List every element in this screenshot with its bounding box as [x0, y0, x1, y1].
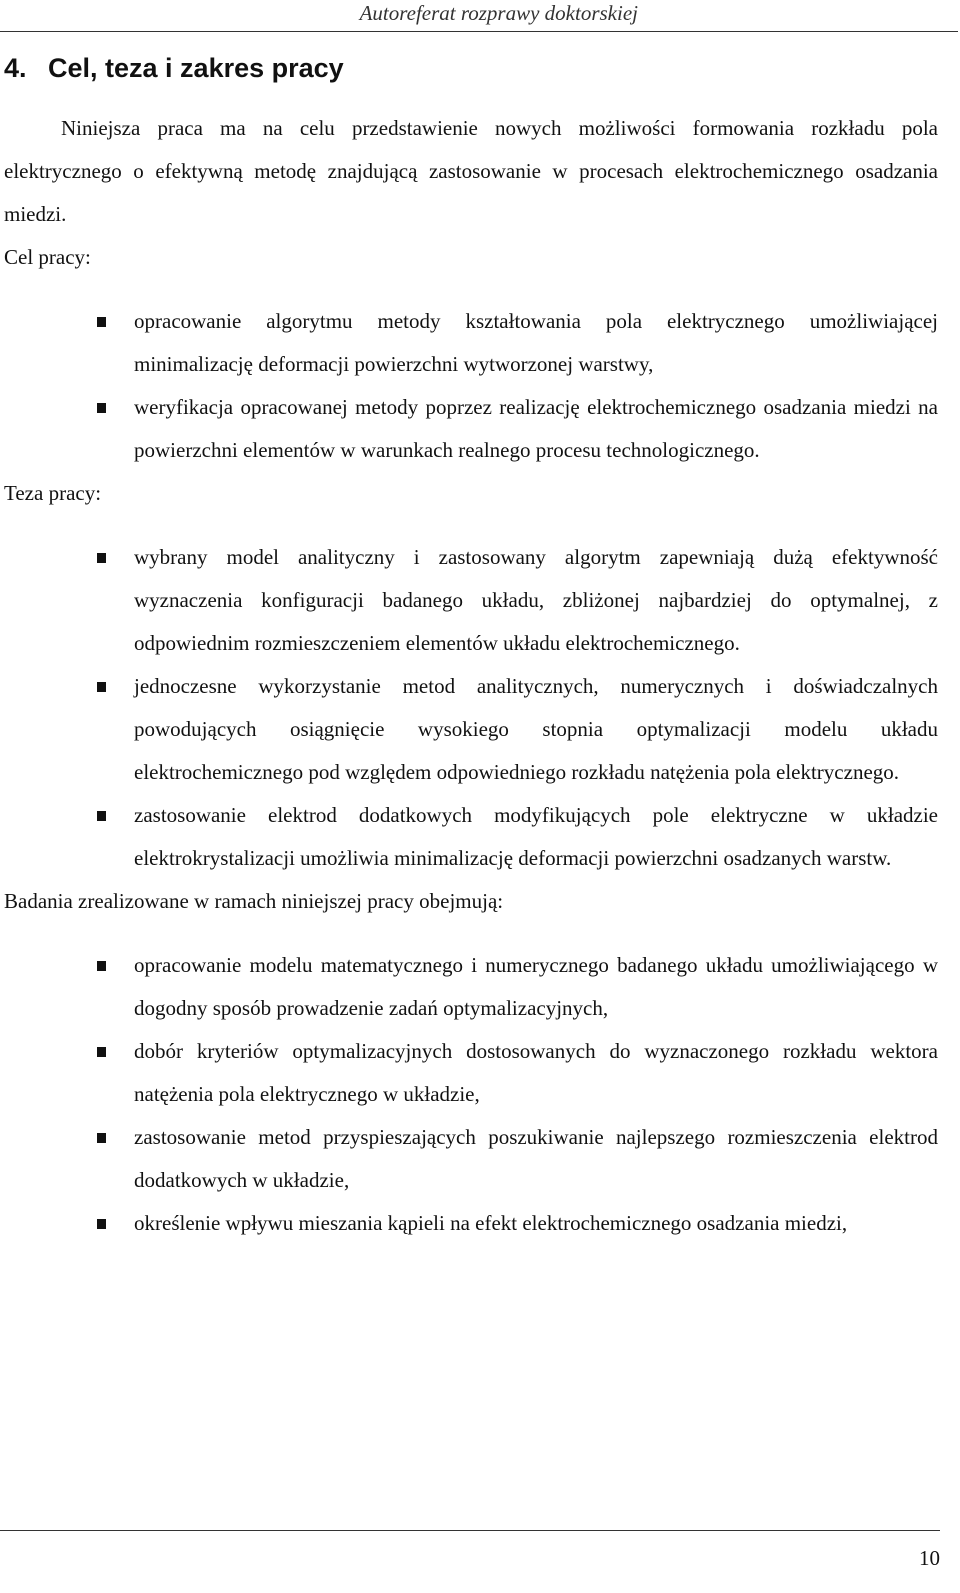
section-number: 4.: [4, 53, 27, 83]
spacer: [4, 279, 938, 300]
square-bullet-icon: [97, 682, 106, 692]
section-title-text: Cel, teza i zakres pracy: [48, 53, 344, 83]
list-item-text: jednoczesne wykorzystanie metod analitycznych, numerycznych i doświadczalnych powodujących osiągnięcie wysokiego stopnia optymalizacji modelu układu elektrochemicznego pod względem odpowiedniego rozkładu natężenia pola elektrycznego.: [134, 674, 938, 784]
list-item: [4, 665, 938, 794]
list-item-text: zastosowanie metod przyspieszających poszukiwanie najlepszego rozmieszczenia elektrod dodatkowych w układzie,: [134, 1125, 938, 1192]
scope-label: Badania zrealizowane w ramach niniejszej pracy obejmują:: [4, 889, 504, 913]
square-bullet-icon: [97, 1219, 106, 1229]
spacer: [4, 923, 938, 944]
list-item-text: zastosowanie elektrod dodatkowych modyfikujących pole elektryczne w układzie elektrokrystalizacji umożliwia minimalizację deformacji powierzchni osadzanych warstw.: [134, 803, 938, 870]
square-bullet-icon: [97, 1047, 106, 1057]
thesis-label: Teza pracy:: [4, 481, 102, 505]
goal-label: Cel pracy:: [4, 245, 91, 269]
list-item-text: dobór kryteriów optymalizacyjnych dostosowanych do wyznaczonego rozkładu wektora natężenia pola elektrycznego w układzie,: [134, 1039, 938, 1106]
list-item-text: opracowanie algorytmu metody kształtowania pola elektrycznego umożliwiającej minimalizację deformacji powierzchni wytworzonej warstwy,: [134, 309, 938, 376]
list-item: [4, 794, 938, 880]
page-number: 10: [919, 1546, 940, 1570]
thesis-list: [4, 536, 938, 880]
list-item: [4, 300, 938, 386]
list-item: [4, 386, 938, 472]
square-bullet-icon: [97, 317, 106, 327]
list-item-text: określenie wpływu mieszania kąpieli na efekt elektrochemicznego osadzania miedzi,: [134, 1211, 848, 1235]
spacer: [4, 515, 938, 536]
square-bullet-icon: [97, 961, 106, 971]
square-bullet-icon: [97, 553, 106, 563]
square-bullet-icon: [97, 1133, 106, 1143]
list-item: [4, 1202, 938, 1245]
list-item: [4, 536, 938, 665]
header-rule: [0, 31, 958, 32]
running-header: [0, 0, 960, 36]
list-item-text: weryfikacja opracowanej metody poprzez realizację elektrochemicznego osadzania miedzi na powierzchni elementów w warunkach realnego procesu technologicznego.: [134, 395, 938, 462]
list-item: [4, 1030, 938, 1116]
scope-list: [4, 944, 938, 1245]
square-bullet-icon: [97, 403, 106, 413]
list-item: [4, 1116, 938, 1202]
section-title: [4, 52, 344, 84]
list-item-text: wybrany model analityczny i zastosowany algorytm zapewniają dużą efektywność wyznaczenia konfiguracji badanego układu, zbliżonej najbardziej do optymalnej, z odpowiednim rozmieszczeniem elementów układu elektrochemicznego.: [134, 545, 938, 655]
list-item-text: opracowanie modelu matematycznego i numerycznego badanego układu umożliwiającego w dogodny sposób prowadzenie zadań optymalizacyjnych,: [134, 953, 938, 1020]
footer-rule: [0, 1530, 940, 1531]
running-title: Autoreferat rozprawy doktorskiej: [359, 1, 638, 25]
square-bullet-icon: [97, 811, 106, 821]
document-body: [4, 107, 938, 1245]
intro-paragraph: Niniejsza praca ma na celu przedstawienie nowych możliwości formowania rozkładu pola elektrycznego o efektywną metodę znajdującą zastosowanie w procesach elektrochemicznego osadzania miedzi.: [4, 116, 938, 226]
list-item: [4, 944, 938, 1030]
goal-list: [4, 300, 938, 472]
